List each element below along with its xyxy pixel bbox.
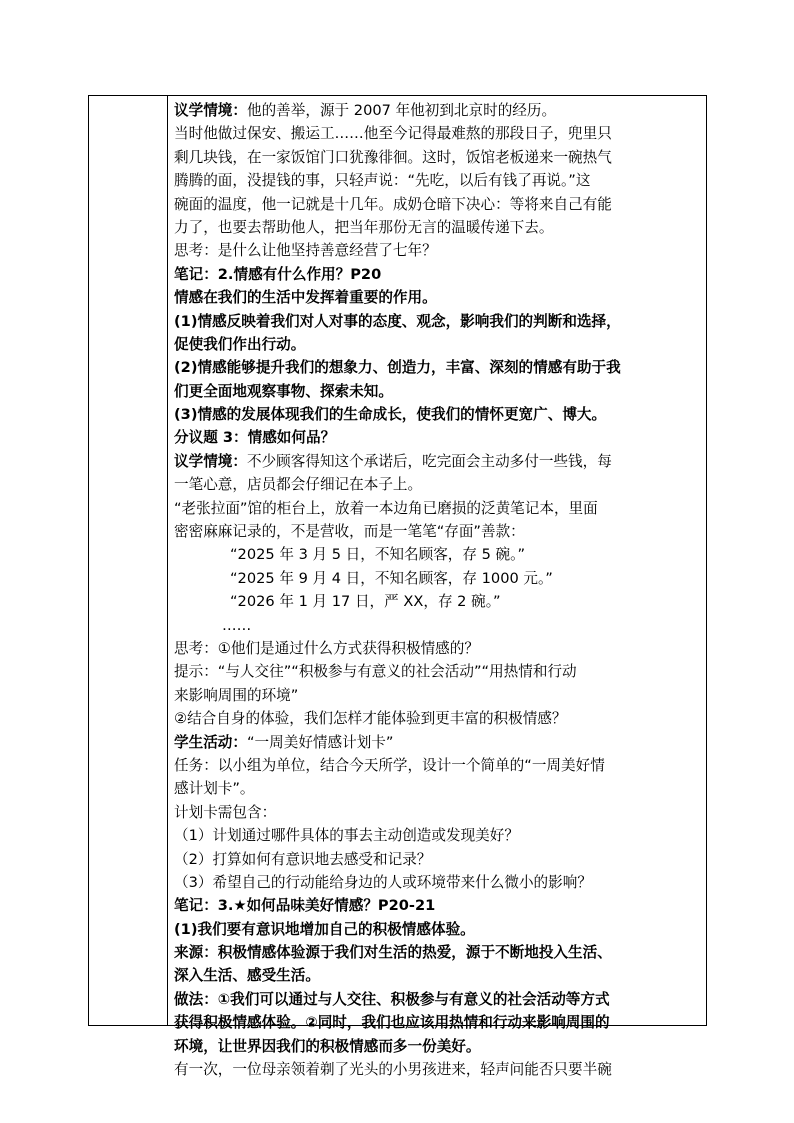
text-line [174,543,704,566]
line-text: 来影响周围的环境” [174,686,299,704]
bold-label: 来源：积极情感体验源于我们对生活的热爱，源于不断地投入生活、 [174,944,612,962]
text-line [174,871,704,894]
text-line [174,1011,704,1034]
text-line [174,801,704,824]
text-line [174,777,704,800]
line-text: “2025 年 9 月 4 日，不知名顾客，存 1000 元。” [230,569,553,587]
line-text: 他的善举，源于 2007 年他初到北京时的经历。 [246,102,557,119]
line-text: 剩几块钱，在一家饭馆门口犹豫徘徊。这时，饭馆老板递来一碗热气 [174,148,612,166]
bold-label: 们更全面地观察事物、探索未知。 [174,382,393,400]
line-text: 碗面的温度，他一记就是十几年。成奶仓暗下决心：等将来自己有能 [174,195,612,213]
text-line [174,216,704,239]
text-line [174,497,704,520]
line-text: 提示：“与人交往”“积极参与有意义的社会活动”“用热情和行动 [174,663,577,681]
line-text: （3）希望自己的行动能给身边的人或环境带来什么微小的影响？ [174,873,592,891]
line-text: 一笔心意，店员都会仔细记在本子上。 [174,476,423,494]
text-line [174,99,704,122]
text-line [174,707,704,730]
bold-label: 笔记：3.★如何品味美好情感？P20-21 [174,897,436,915]
text-line [174,567,704,590]
text-line [174,146,704,169]
line-text: ②结合自身的体验，我们怎样才能体验到更丰富的积极情感？ [174,710,567,728]
line-text: 思考：是什么让他坚持善意经营了七年？ [174,242,437,260]
line-text: “2026 年 1 月 17 日，严 XX，存 2 碗。” [230,593,501,611]
text-line [174,731,704,754]
line-text: 有一次，一位母亲领着剃了光头的小男孩进来，轻声问能否只要半碗 [174,1061,612,1079]
column-divider [167,95,168,1026]
bold-label: 情感在我们的生活中发挥着重要的作用。 [174,289,437,307]
text-line [174,590,704,613]
line-text: 当时他做过保安、搬运工……他至今记得最难熬的那段日子，兜里只 [174,125,612,143]
text-line [174,637,704,660]
text-line [174,356,704,379]
text-line [174,450,704,473]
text-line [174,1058,704,1081]
text-line [174,310,704,333]
bold-label: 分议题 3：情感如何品？ [174,429,336,447]
text-line [174,894,704,917]
bold-label: 议学情境： [174,452,247,470]
text-line [174,964,704,987]
text-line [174,426,704,449]
bold-label: 议学情境： [174,102,247,119]
text-line [174,403,704,426]
text-line [174,122,704,145]
bold-label: (2)情感能够提升我们的想象力、创造力，丰富、深刻的情感有助于我 [174,359,621,377]
text-line [174,333,704,356]
line-text: 密密麻麻记录的，不是营收，而是一笔笔“存面”善款： [174,523,525,541]
text-line [174,848,704,871]
text-line [174,614,704,637]
text-line [174,169,704,192]
bold-label: 做法：①我们可以通过与人交往、积极参与有意义的社会活动等方式 [174,990,610,1008]
bold-label: 深入生活、感受生活。 [174,967,320,985]
line-text: …… [222,616,252,634]
text-line [174,193,704,216]
text-line [174,263,704,286]
line-text: 计划卡需包含： [174,803,277,821]
line-text: 思考：①他们是通过什么方式获得积极情感的？ [174,639,479,657]
line-text: （1）计划通过哪件具体的事去主动创造或发现美好？ [174,827,519,845]
lesson-content-cell [174,99,704,1081]
line-text: （2）打算如何有意识地去感受和记录？ [174,850,432,868]
bold-label: 学生活动： [174,733,247,751]
line-text: 腾腾的面，没提钱的事，只轻声说：“先吃，以后有钱了再说。”这 [174,172,591,190]
text-line [174,380,704,403]
line-text: “老张拉面”馆的柜台上，放着一本边角已磨损的泛黄笔记本，里面 [174,499,598,517]
bold-label: 环境，让世界因我们的积极情感而多一份美好。 [174,1037,481,1055]
bold-label: (1)我们要有意识地增加自己的积极情感体验。 [174,920,475,938]
bold-label: (1)情感反映着我们对人对事的态度、观念，影响我们的判断和选择， [174,312,621,330]
text-line [174,684,704,707]
line-text: 不少顾客得知这个承诺后，吃完面会主动多付一些钱，每 [246,452,612,470]
text-line [174,239,704,262]
text-line [174,754,704,777]
bold-label: 促使我们作出行动。 [174,335,306,353]
bold-label: (3)情感的发展体现我们的生命成长，使我们的情怀更宽广、博大。 [174,406,607,424]
line-text: 感计划卡”。 [174,780,255,798]
text-line [174,918,704,941]
line-text: “2025 年 3 月 5 日，不知名顾客，存 5 碗。” [230,546,526,564]
text-line [174,286,704,309]
bold-label: 获得积极情感体验。②同时，我们也应该用热情和行动来影响周围的 [174,1014,610,1032]
bold-label: 笔记：2.情感有什么作用？P20 [174,265,382,283]
text-line [174,988,704,1011]
text-line [174,941,704,964]
line-text: 任务：以小组为单位，结合今天所学，设计一个简单的“一周美好情 [174,756,605,774]
line-text: 力了，也要去帮助他人，把当年那份无言的温暖传递下去。 [174,218,554,236]
text-line [174,1035,704,1058]
text-line [174,660,704,683]
text-line [174,473,704,496]
line-text: “一周美好情感计划卡” [246,733,394,751]
text-line [174,520,704,543]
text-line [174,824,704,847]
